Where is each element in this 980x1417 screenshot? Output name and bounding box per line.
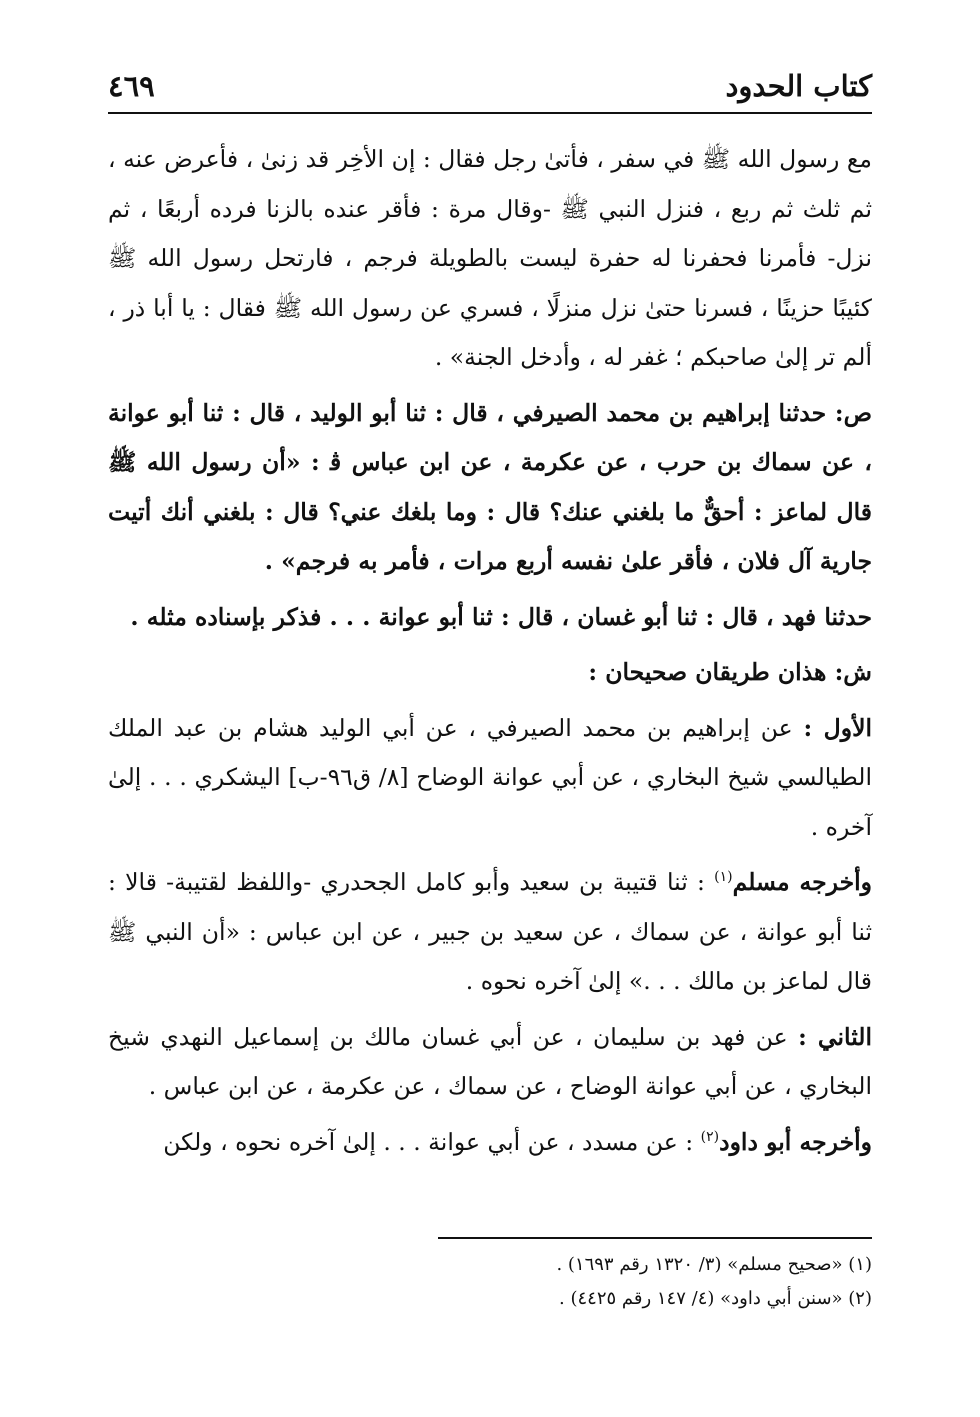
paragraph-6 <box>108 858 872 1007</box>
footnote-1: (١) «صحيح مسلم» (٣/ ١٣٢٠ رقم ١٦٩٣) . <box>556 1254 872 1275</box>
footnote-2: (٢) «سنن أبي داود» (٤/ ١٤٧ رقم ٤٤٢٥) . <box>559 1288 872 1309</box>
paragraph-8-lead: وأخرجه أبو داود <box>719 1127 872 1156</box>
running-header <box>108 66 872 118</box>
footnote-ref-2: (٢) <box>700 1128 720 1145</box>
book-title: كتاب الحدود <box>725 69 872 103</box>
paragraph-5-text: عن إبراهيم بن محمد الصيرفي ، عن أبي الوليد هشام بن عبد الملك الطيالسي شيخ البخاري ، عن أبي عوانة الوضاح [٨/ ق٩٦-ب] اليشكري . . . إلىٰ آخره . <box>108 713 872 841</box>
footnote-ref-1: (١) <box>714 869 733 886</box>
footnotes <box>108 1248 872 1316</box>
main-text <box>108 135 872 1173</box>
paragraph-7-text: عن فهد بن سليمان ، عن أبي غسان مالك بن إسماعيل النهدي شيخ البخاري ، عن أبي عوانة الوضاح ، عن سماك ، عن عكرمة ، عن ابن عباس . <box>108 1022 872 1100</box>
paragraph-8 <box>108 1118 872 1168</box>
paragraph-4: ش: هذان طريقان صحيحان : <box>588 658 872 686</box>
paragraph-5-lead: الأول : <box>803 713 872 742</box>
paragraph-6-text: : ثنا قتيبة بن سعيد وأبو كامل الجحدري -واللفظ لقتيبة- قالا : ثنا أبو عوانة ، عن سماك ، عن سعيد بن جبير ، عن ابن عباس : «أن النبي ﷺ قال لماعز بن مالك . . .» إلىٰ آخره نحوه . <box>108 868 872 995</box>
paragraph-5 <box>108 704 872 853</box>
header-divider <box>108 112 872 114</box>
paragraph-3: حدثنا فهد ، قال : ثنا أبو غسان ، قال : ثنا أبو عوانة . . . فذكر بإسناده مثله . <box>130 602 872 631</box>
page-number: ٤٦٩ <box>108 69 155 103</box>
paragraph-6-lead: وأخرجه مسلم <box>732 868 872 896</box>
paragraph-1: مع رسول الله ﷺ في سفر ، فأتىٰ رجل فقال : إن الأخِر قد زنىٰ ، فأعرض عنه ، ثم ثلث ثم ربع ، فنزل النبي ﷺ -وقال مرة : فأقر عنده بالزنا فرده أربعًا ، ثم نزل- فأمرنا فحفرنا له حفرة ليست بالطويلة فرجم ، فارتحل رسول الله ﷺ كئيبًا حزينًا ، فسرنا حتىٰ نزل منزلًا ، فسري عن رسول الله ﷺ فقال : يا أبا ذر ، ألم تر إلىٰ صاحبكم ؛ غفر له ، وأدخل الجنة» . <box>108 145 872 371</box>
paragraph-2: ص: حدثنا إبراهيم بن محمد الصيرفي ، قال : ثنا أبو الوليد ، قال : ثنا أبو عوانة ، عن سماك بن حرب ، عن عكرمة ، عن ابن عباس ﭬ : «أن رسول الله ﷺ قال لماعز : أحقٌّ ما بلغني عنك؟ قال : وما بلغك عني؟ قال : بلغني أنك أتيت جارية آل فلان ، فأقر علىٰ نفسه أربع مرات ، فأمر به فرجم» . <box>108 398 872 575</box>
paragraph-7 <box>108 1013 872 1112</box>
paragraph-7-lead: الثاني : <box>798 1022 872 1051</box>
footnote-divider <box>438 1237 872 1239</box>
paragraph-8-text: : عن مسدد ، عن أبي عوانة . . . إلىٰ آخره نحوه ، ولكن <box>163 1127 701 1156</box>
